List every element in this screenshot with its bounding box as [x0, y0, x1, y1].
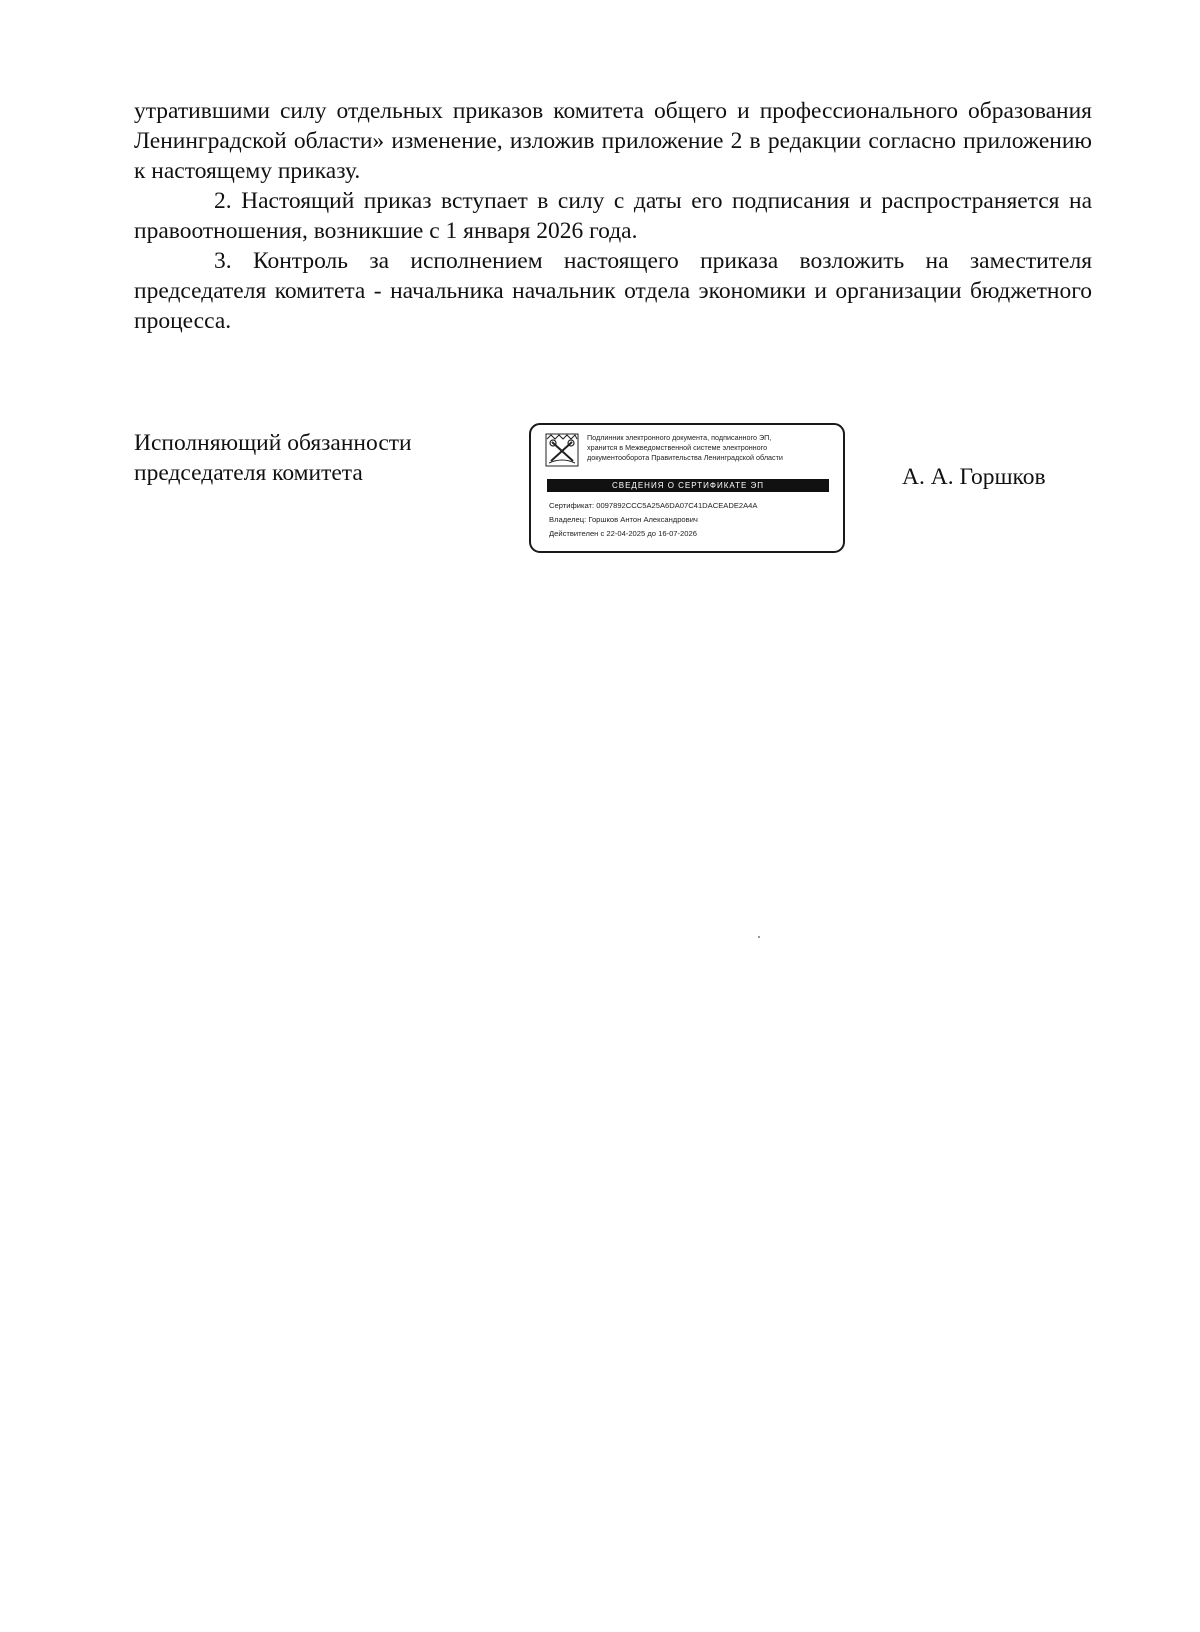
signer-position-line-2: председателя комитета: [134, 460, 363, 486]
stamp-certificate-validity: Действителен с 22-04-2025 до 16-07-2026: [549, 529, 697, 538]
paragraph-3: 3. Контроль за исполнением настоящего приказа возложить на заместителя председателя комитета - начальника начальник отдела экономики и организации бюджетного процесса.: [134, 248, 1092, 334]
stamp-certificate-owner: Владелец: Горшков Антон Александрович: [549, 515, 698, 524]
order-body-text: [134, 96, 1092, 336]
stamp-header: [587, 433, 843, 463]
coat-of-arms-icon: [545, 433, 579, 467]
paragraph-continuation: утратившими силу отдельных приказов комитета общего и профессионального образования Ленинградской области» изменение, изложив приложение 2 в редакции согласно приложению к настоящему приказу.: [134, 98, 1092, 184]
scan-speck: [758, 936, 760, 938]
signer-position-line-1: Исполняющий обязанности: [134, 430, 412, 456]
electronic-signature-stamp: [529, 423, 845, 553]
stamp-header-line-1: Подлинник электронного документа, подписанного ЭП,: [587, 433, 772, 442]
stamp-certificate-number: Сертификат: 0097892CCC5A25A6DA07C41DACEADE2A4A: [549, 501, 758, 510]
paragraph-2: 2. Настоящий приказ вступает в силу с даты его подписания и распространяется на правоотношения, возникшие с 1 января 2026 года.: [134, 188, 1092, 244]
signer-position: [134, 428, 514, 488]
stamp-header-line-3: документооборота Правительства Ленинградской области: [587, 453, 783, 462]
signer-name: А. А. Горшков: [902, 464, 1046, 490]
stamp-header-line-2: хранится в Межведомственной системе электронного: [587, 443, 768, 452]
stamp-certificate-details: [549, 499, 839, 541]
stamp-certificate-banner: СВЕДЕНИЯ О СЕРТИФИКАТЕ ЭП: [547, 479, 829, 492]
